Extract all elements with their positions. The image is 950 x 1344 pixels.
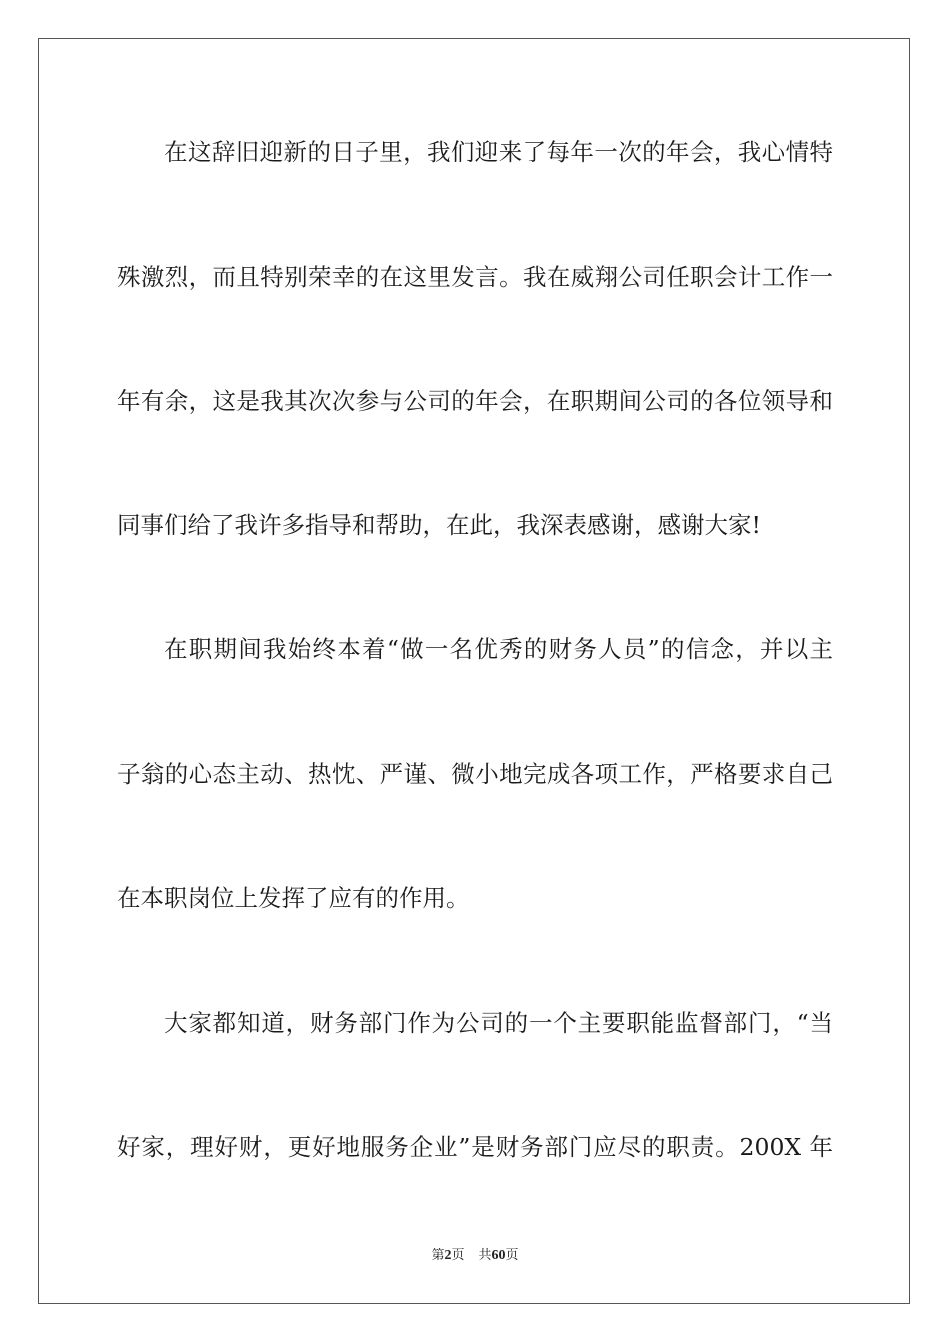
paragraph-2-line-2: 子翁的心态主动、热忱、严谨、微小地完成各项工作，严格要求自己: [117, 760, 833, 788]
paragraph-2-line-1: 在职期间我始终本着“做一名优秀的财务人员”的信念，并以主: [164, 635, 833, 663]
total-pages-number: 60: [491, 1248, 506, 1263]
paragraph-3-line-2: 好家，理好财，更好地服务企业”是财务部门应尽的职责。200X 年: [117, 1133, 833, 1161]
paragraph-1-line-2: 殊激烈，而且特别荣幸的在这里发言。我在威翔公司任职会计工作一: [117, 263, 833, 291]
footer-page-unit: 页: [451, 1248, 465, 1263]
paragraph-2-line-3: 在本职岗位上发挥了应有的作用。: [117, 884, 470, 912]
paragraph-3-line-1: 大家都知道，财务部门作为公司的一个主要职能监督部门，“当: [164, 1009, 833, 1037]
paragraph-1-line-3: 年有余，这是我其次次参与公司的年会，在职期间公司的各位领导和: [117, 387, 833, 415]
footer-total-prefix: 共: [478, 1248, 492, 1263]
footer-total-unit: 页: [505, 1248, 519, 1263]
footer-prefix: 第: [431, 1248, 445, 1263]
page-footer: [0, 1247, 950, 1265]
page-border: [38, 38, 910, 1304]
current-page-number: 2: [444, 1248, 452, 1263]
paragraph-1-line-1: 在这辞旧迎新的日子里，我们迎来了每年一次的年会，我心情特: [164, 138, 833, 166]
paragraph-1-line-4: 同事们给了我许多指导和帮助，在此，我深表感谢，感谢大家!: [117, 511, 761, 539]
